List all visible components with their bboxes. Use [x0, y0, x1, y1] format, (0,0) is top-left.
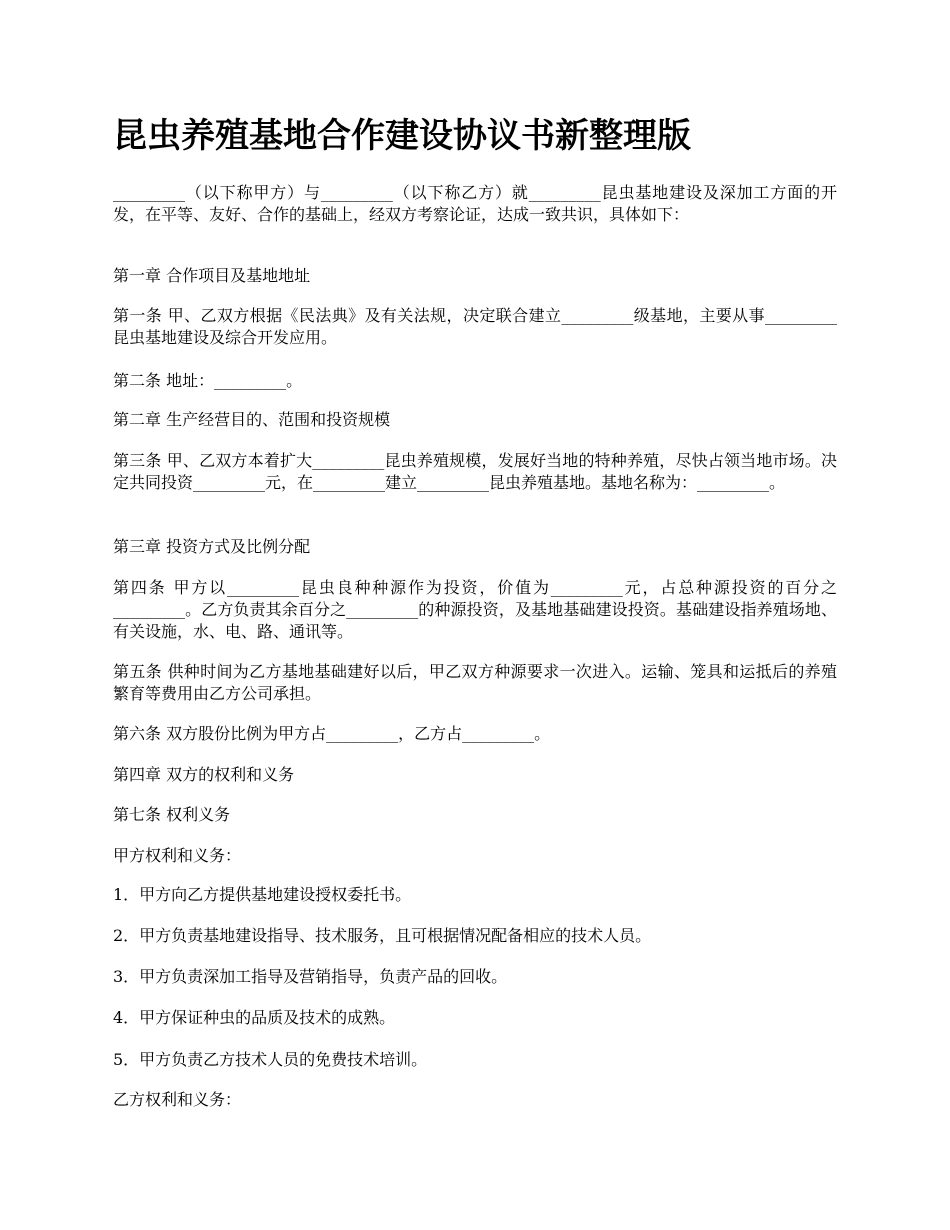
chapter-3-heading: 第三章 投资方式及比例分配	[113, 537, 311, 556]
party-a-item-5: 5．甲方负责乙方技术人员的免费技术培训。	[113, 1050, 428, 1069]
party-b-heading: 乙方权利和义务：	[113, 1090, 242, 1109]
party-a-item-4: 4．甲方保证种虫的品质及技术的成熟。	[113, 1008, 396, 1027]
article-7: 第七条 权利义务	[113, 805, 231, 824]
article-2: 第二条 地址：_________。	[113, 371, 303, 390]
intro-paragraph: _________（以下称甲方）与_________（以下称乙方）就_________昆虫基地建设及深加工方面的开发，在平等、友好、合作的基础上，经双方考察论证，达成一致共识，具体如下：	[113, 183, 837, 224]
article-3: 第三条 甲、乙双方本着扩大_________昆虫养殖规模，发展好当地的特种养殖，尽快占领当地市场。决定共同投资_________元，在_________建立_________昆虫养殖基地。基地名称为：_________。	[113, 451, 837, 492]
party-a-item-3: 3．甲方负责深加工指导及营销指导，负责产品的回收。	[113, 967, 508, 986]
document-title: 昆虫养殖基地合作建设协议书新整理版	[113, 116, 691, 156]
chapter-1-heading: 第一章 合作项目及基地地址	[113, 266, 311, 285]
article-1: 第一条 甲、乙双方根据《民法典》及有关法规，决定联合建立_________级基地，主要从事_________昆虫基地建设及综合开发应用。	[113, 306, 837, 347]
party-a-item-2: 2．甲方负责基地建设指导、技术服务，且可根据情况配备相应的技术人员。	[113, 926, 652, 945]
chapter-4-heading: 第四章 双方的权利和义务	[113, 765, 295, 784]
party-a-heading: 甲方权利和义务：	[113, 846, 242, 865]
article-6: 第六条 双方股份比例为甲方占_________，乙方占_________。	[113, 724, 551, 743]
article-5: 第五条 供种时间为乙方基地基础建好以后，甲乙双方种源要求一次进入。运输、笼具和运抵后的养殖繁育等费用由乙方公司承担。	[113, 662, 837, 703]
party-a-item-1: 1．甲方向乙方提供基地建设授权委托书。	[113, 885, 412, 904]
article-4: 第四条 甲方以_________昆虫良种种源作为投资，价值为_________元，占总种源投资的百分之_________。乙方负责其余百分之_________的种源投资，及基地基础建设投资。基础建设指养殖场地、有关设施，水、电、路、通讯等。	[113, 578, 837, 641]
chapter-2-heading: 第二章 生产经营目的、范围和投资规模	[113, 410, 391, 429]
